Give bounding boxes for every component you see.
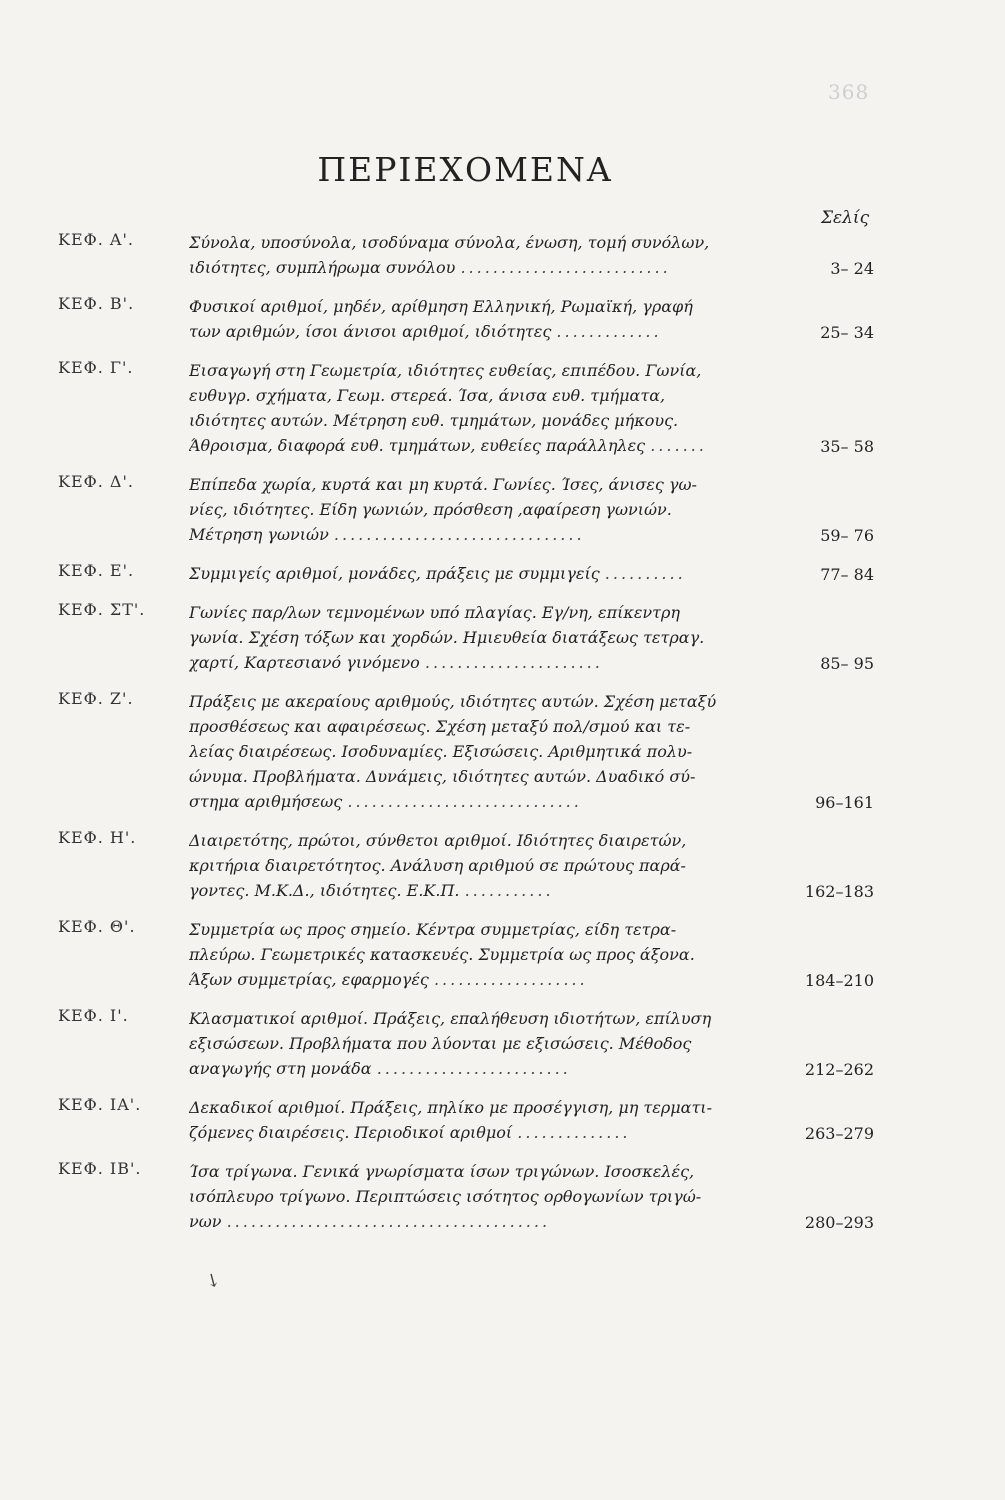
toc-entry	[58, 917, 888, 992]
chapter-description-text: γοντες. Μ.Κ.Δ., ιδιότητες. Ε.Κ.Π.	[189, 881, 460, 900]
toc-entry	[58, 230, 888, 280]
chapter-description-line	[189, 764, 769, 789]
toc-entry	[58, 1095, 888, 1145]
toc-entry	[58, 294, 888, 344]
chapter-description-text: Κλασματικοί αριθμοί. Πράξεις, επαλήθευση ιδιοτήτων, επίλυση	[189, 1009, 712, 1028]
chapter-description-text: Σύνολα, υποσύνολα, ισοδύναμα σύνολα, ένωση, τομή συνόλων,	[189, 233, 710, 252]
chapter-description-line	[189, 917, 769, 942]
chapter-label: ΚΕΦ. Ι'.	[58, 1006, 129, 1025]
chapter-description-line	[189, 358, 769, 383]
chapter-label: ΚΕΦ. ΣΤ'.	[58, 600, 146, 619]
chapter-description-text: αναγωγής στη μονάδα	[189, 1059, 372, 1078]
chapter-description-line	[189, 967, 769, 992]
page-range: 85– 95	[820, 654, 874, 673]
toc-entry	[58, 561, 888, 586]
chapter-description-line	[189, 472, 769, 497]
chapter-description-line	[189, 878, 769, 903]
chapter-description	[189, 561, 769, 586]
chapter-description	[189, 358, 769, 458]
chapter-description-line	[189, 230, 769, 255]
chapter-description-text: κριτήρια διαιρετότητος. Ανάλυση αριθμού σε πρώτους παρά-	[189, 856, 686, 875]
toc-entry	[58, 689, 888, 814]
leader-dots: ...............................	[333, 525, 585, 544]
chapter-description-line	[189, 828, 769, 853]
chapter-description-text: προσθέσεως και αφαιρέσεως. Σχέση μεταξύ πολ/σμού και τε-	[189, 717, 691, 736]
chapter-description-line	[189, 739, 769, 764]
chapter-label: ΚΕΦ. Α'.	[58, 230, 134, 249]
chapter-description	[189, 1159, 769, 1234]
toc-entry	[58, 472, 888, 547]
pencil-mark-icon: ↘	[200, 1267, 225, 1294]
chapter-label: ΚΕΦ. Ζ'.	[58, 689, 134, 708]
chapter-description-line	[189, 714, 769, 739]
toc-entry	[58, 1159, 888, 1234]
chapter-label: ΚΕΦ. Η'.	[58, 828, 137, 847]
chapter-description-line	[189, 1209, 769, 1234]
leader-dots: ........................................	[226, 1212, 551, 1231]
chapter-description-line	[189, 789, 769, 814]
chapter-description	[189, 294, 769, 344]
chapter-description-text: νίες, ιδιότητες. Είδη γωνιών, πρόσθεση ,αφαίρεση γωνιών.	[189, 500, 672, 519]
chapter-description-text: Συμμιγείς αριθμοί, μονάδες, πράξεις με συμμιγείς	[189, 564, 600, 583]
chapter-label: ΚΕΦ. ΙΒ'.	[58, 1159, 142, 1178]
chapter-label: ΚΕΦ. Ε'.	[58, 561, 135, 580]
page-range: 184–210	[804, 971, 874, 990]
chapter-description	[189, 230, 769, 280]
chapter-description-text: γωνία. Σχέση τόξων και χορδών. Ημιευθεία διατάξεως τετραγ.	[189, 628, 705, 647]
page-title: ΠΕΡΙΕΧΟΜΕΝΑ	[317, 150, 613, 190]
chapter-label: ΚΕΦ. ΙΑ'.	[58, 1095, 142, 1114]
leader-dots: ..........	[604, 564, 686, 583]
chapter-description-line	[189, 408, 769, 433]
leader-dots: .......	[650, 436, 707, 455]
chapter-description-line	[189, 1120, 769, 1145]
chapter-description-text: ώνυμα. Προβλήματα. Δυνάμεις, ιδιότητες αυτών. Δυαδικό σύ-	[189, 767, 696, 786]
leader-dots: ...........	[464, 881, 554, 900]
chapter-description	[189, 600, 769, 675]
chapter-description-line	[189, 1159, 769, 1184]
chapter-description-line	[189, 1184, 769, 1209]
chapter-description-line	[189, 383, 769, 408]
chapter-description-text: ζόμενες διαιρέσεις. Περιοδικοί αριθμοί	[189, 1123, 513, 1142]
chapter-description-text: Άθροισμα, διαφορά ευθ. τμημάτων, ευθείες παράλληλες	[189, 436, 646, 455]
page-range: 3– 24	[830, 259, 874, 278]
leader-dots: ..........................	[460, 258, 671, 277]
chapter-description-text: Δεκαδικοί αριθμοί. Πράξεις, πηλίκο με προσέγγιση, μη τερματι-	[189, 1098, 712, 1117]
chapter-description-text: Διαιρετότης, πρώτοι, σύνθετοι αριθμοί. Ιδιότητες διαιρετών,	[189, 831, 687, 850]
chapter-description	[189, 1095, 769, 1145]
leader-dots: .............................	[347, 792, 582, 811]
chapter-description-text: ευθυγρ. σχήματα, Γεωμ. στερεά. Ίσα, άνισα ευθ. τμήματα,	[189, 386, 666, 405]
chapter-description-text: πλεύρω. Γεωμετρικές κατασκευές. Συμμετρία ως προς άξονα.	[189, 945, 695, 964]
chapter-description-text: Συμμετρία ως προς σημείο. Κέντρα συμμετρίας, είδη τετρα-	[189, 920, 677, 939]
chapter-description	[189, 472, 769, 547]
page-range: 77– 84	[820, 565, 874, 584]
chapter-description-line	[189, 255, 769, 280]
chapter-description-text: νων	[189, 1212, 222, 1231]
chapter-description-line	[189, 561, 769, 586]
chapter-label: ΚΕΦ. Δ'.	[58, 472, 134, 491]
chapter-description-line	[189, 625, 769, 650]
chapter-description-line	[189, 433, 769, 458]
chapter-description-text: εξισώσεων. Προβλήματα που λύονται με εξισώσεις. Μέθοδος	[189, 1034, 692, 1053]
chapter-description-text: των αριθμών, ίσοι άνισοι αριθμοί, ιδιότητες	[189, 322, 552, 341]
chapter-description-line	[189, 1095, 769, 1120]
chapter-description-line	[189, 650, 769, 675]
toc-entry	[58, 358, 888, 458]
chapter-description	[189, 828, 769, 903]
page-range: 25– 34	[820, 323, 874, 342]
chapter-description-line	[189, 294, 769, 319]
chapter-description-text: Ίσα τρίγωνα. Γενικά γνωρίσματα ίσων τριγώνων. Ισοσκελές,	[189, 1162, 695, 1181]
chapter-description-line	[189, 600, 769, 625]
page-number: 368	[828, 80, 870, 104]
chapter-description-text: ιδιότητες, συμπλήρωμα συνόλου	[189, 258, 456, 277]
chapter-description-text: χαρτί, Καρτεσιανό γινόμενο	[189, 653, 420, 672]
leader-dots: ........................	[376, 1059, 571, 1078]
chapter-description-text: ιδιότητες αυτών. Μέτρηση ευθ. τμημάτων, μονάδες μήκους.	[189, 411, 679, 430]
pages-column-header: Σελίς	[821, 208, 870, 228]
chapter-description	[189, 1006, 769, 1081]
toc-entry	[58, 600, 888, 675]
chapter-description-text: λείας διαιρέσεως. Ισοδυναμίες. Εξισώσεις. Αριθμητικά πολυ-	[189, 742, 693, 761]
chapter-description	[189, 689, 769, 814]
chapter-description-text: Εισαγωγή στη Γεωμετρία, ιδιότητες ευθείας, επιπέδου. Γωνία,	[189, 361, 702, 380]
page-range: 263–279	[804, 1124, 874, 1143]
chapter-description-text: Πράξεις με ακεραίους αριθμούς, ιδιότητες αυτών. Σχέση μεταξύ	[189, 692, 717, 711]
chapter-description-text: Γωνίες παρ/λων τεμνομένων υπό πλαγίας. Εγ/νη, επίκεντρη	[189, 603, 680, 622]
chapter-description-line	[189, 942, 769, 967]
chapter-description	[189, 917, 769, 992]
chapter-description-line	[189, 497, 769, 522]
chapter-label: ΚΕΦ. Β'.	[58, 294, 135, 313]
chapter-description-text: Άξων συμμετρίας, εφαρμογές	[189, 970, 429, 989]
toc-entry	[58, 1006, 888, 1081]
chapter-description-line	[189, 1056, 769, 1081]
chapter-description-line	[189, 319, 769, 344]
page-range: 96–161	[815, 793, 874, 812]
chapter-description-text: Φυσικοί αριθμοί, μηδέν, αρίθμηση Ελληνική, Ρωμαϊκή, γραφή	[189, 297, 693, 316]
chapter-description-line	[189, 522, 769, 547]
page-range: 35– 58	[820, 437, 874, 456]
chapter-description-text: στημα αριθμήσεως	[189, 792, 343, 811]
table-of-contents	[58, 230, 888, 1248]
page-range: 280–293	[804, 1213, 874, 1232]
chapter-description-line	[189, 853, 769, 878]
chapter-description-line	[189, 1006, 769, 1031]
leader-dots: .............	[556, 322, 662, 341]
chapter-description-text: Μέτρηση γωνιών	[189, 525, 329, 544]
page-range: 59– 76	[820, 526, 874, 545]
chapter-description-text: Επίπεδα χωρία, κυρτά και μη κυρτά. Γωνίες. Ίσες, άνισες γω-	[189, 475, 697, 494]
page-range: 162–183	[804, 882, 874, 901]
chapter-description-line	[189, 1031, 769, 1056]
chapter-description-text: ισόπλευρο τρίγωνο. Περιπτώσεις ισότητος ορθογωνίων τριγώ-	[189, 1187, 702, 1206]
leader-dots: ...................	[433, 970, 588, 989]
toc-entry	[58, 828, 888, 903]
chapter-label: ΚΕΦ. Θ'.	[58, 917, 136, 936]
leader-dots: ..............	[517, 1123, 631, 1142]
leader-dots: ......................	[424, 653, 603, 672]
chapter-label: ΚΕΦ. Γ'.	[58, 358, 134, 377]
chapter-description-line	[189, 689, 769, 714]
page-range: 212–262	[804, 1060, 874, 1079]
